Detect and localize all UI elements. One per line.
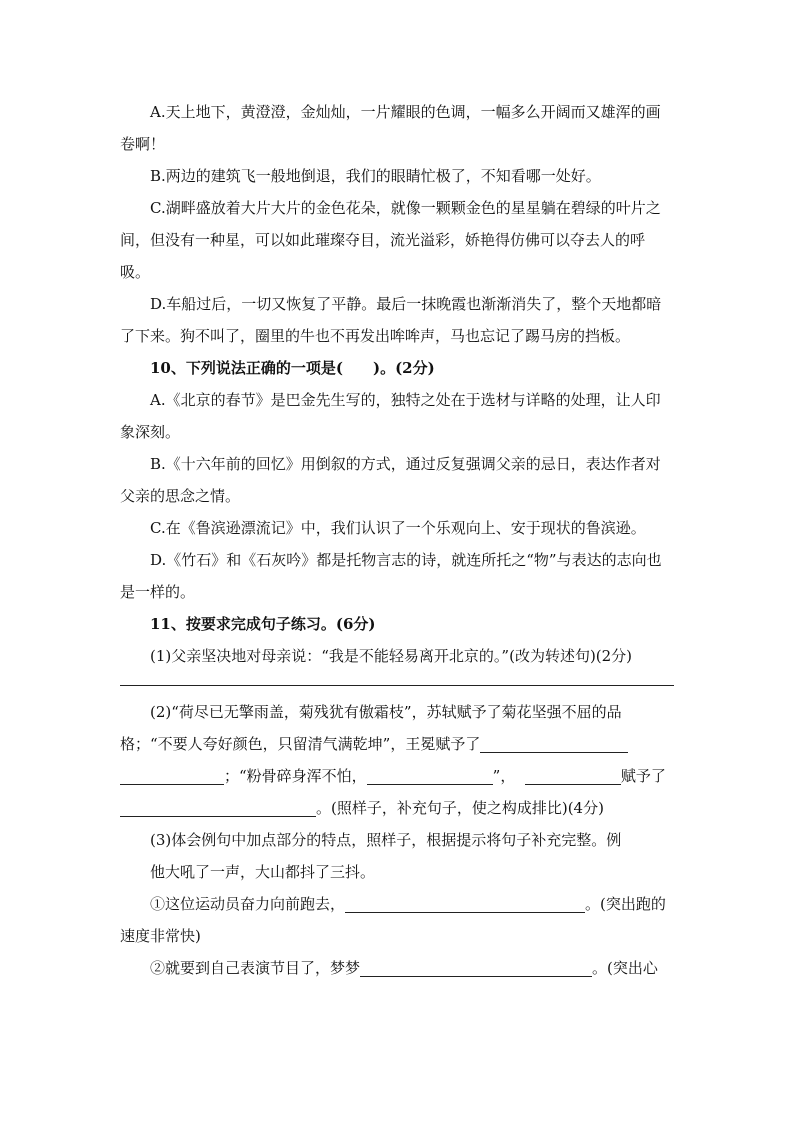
q9-option-c: C.湖畔盛放着大片大片的金色花朵，就像一颗颗金色的星星躺在碧绿的叶片之间，但没有一种星，可以如此璀璨夺目，流光溢彩，娇艳得仿佛可以夺去人的呼吸。 xyxy=(120,199,661,281)
s2-part-d: 赋予了 xyxy=(620,767,666,785)
q10-option-a: A.《北京的春节》是巴金先生写的，独特之处在于选材与详略的处理，让人印象深刻。 xyxy=(120,391,661,441)
q10-option-c: C.在《鲁滨逊漂流记》中，我们认识了一个乐观向上、安于现状的鲁滨逊。 xyxy=(150,519,646,537)
answer-line-1[interactable] xyxy=(120,684,674,686)
s2-part-a: (2)“荷尽已无擎雨盖，菊残犹有傲霜枝”，苏轼赋予了菊花坚强不屈的品格；“不要人夸好颜色，只留清气满乾坤”，王冕赋予了 xyxy=(120,703,622,753)
page-content xyxy=(120,96,674,984)
blank-2c[interactable] xyxy=(367,766,493,785)
s3-2-hint: 。(突出心 xyxy=(592,959,658,977)
q10-title: 10、下列说法正确的一项是( )。(2分) xyxy=(150,359,435,377)
q9-option-b: B.两边的建筑飞一般地倒退，我们的眼睛忙极了，不知看哪一处好。 xyxy=(150,167,601,185)
blank-2d[interactable] xyxy=(525,766,621,785)
blank-2a[interactable] xyxy=(480,734,628,753)
s3-1-hint: 。(突出跑的速度非常快) xyxy=(120,895,666,945)
q11-sentence-1: (1)父亲坚决地对母亲说：“我是不能轻易离开北京的。”(改为转述句)(2分) xyxy=(150,647,633,665)
q11-sentence-3-2 xyxy=(120,952,674,984)
blank-3-1[interactable] xyxy=(345,894,585,913)
blank-2b[interactable] xyxy=(120,766,224,785)
q11-sentence-3: (3)体会例句中加点部分的特点，照样子，根据提示将句子补充完整。例 xyxy=(150,831,622,849)
q10-option-b: B.《十六年前的回忆》用倒叙的方式，通过反复强调父亲的忌日，表达作者对父亲的思念之情。 xyxy=(120,455,661,505)
blank-2e[interactable] xyxy=(120,798,316,817)
q9-option-a: A.天上地下，黄澄澄，金灿灿，一片耀眼的色调，一幅多么开阔而又雄浑的画卷啊！ xyxy=(120,103,661,153)
s3-1-prefix: ①这位运动员奋力向前跑去， xyxy=(150,895,346,913)
s2-part-c: ”， xyxy=(492,767,516,785)
s2-part-e: 。(照样子，补充句子，使之构成排比)(4分) xyxy=(316,799,604,817)
q11-title: 11、按要求完成句子练习。(6分) xyxy=(150,615,376,633)
q11-sentence-2 xyxy=(120,696,674,824)
q11-sentence-3-1 xyxy=(120,888,674,952)
s2-part-b: ；“粉骨碎身浑不怕， xyxy=(224,767,367,785)
s3-2-prefix: ②就要到自己表演节目了，梦梦 xyxy=(150,959,361,977)
q9-option-d: D.车船过后，一切又恢复了平静。最后一抹晚霞也渐渐消失了，整个天地都暗了下来。狗不叫了，圈里的牛也不再发出哞哞声，马也忘记了踢马房的挡板。 xyxy=(120,295,662,345)
q11-example: 他大吼了一声，大山都抖了三抖。 xyxy=(150,863,376,881)
q10-option-d: D.《竹石》和《石灰吟》都是托物言志的诗，就连所托之“物”与表达的志向也是一样的。 xyxy=(120,551,662,601)
blank-3-2[interactable] xyxy=(360,958,592,977)
